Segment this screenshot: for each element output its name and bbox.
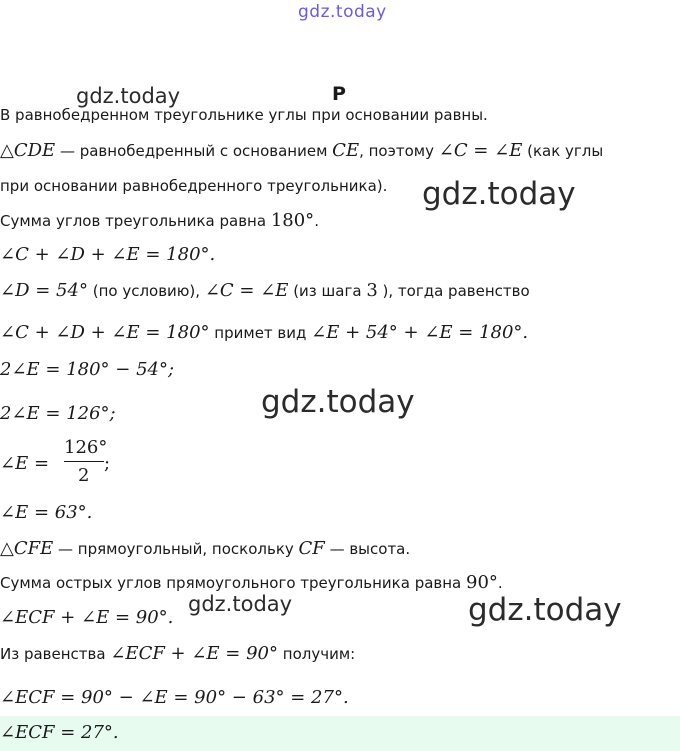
watermark: gdz.today xyxy=(468,592,622,628)
watermark: gdz.today xyxy=(76,84,181,108)
math-line: 2∠E = 180° − 54°; xyxy=(0,359,175,380)
math-line: ∠C + ∠D + ∠E = 180°. xyxy=(0,244,216,265)
math-line: ∠ECF = 90° − ∠E = 90° − 63° = 27°. xyxy=(0,687,349,708)
cut-heading: Р xyxy=(332,83,346,105)
watermark: gdz.today xyxy=(422,176,576,212)
fraction-tail: ; xyxy=(104,453,111,474)
fraction-lhs: ∠E = xyxy=(0,453,50,474)
math-line: ∠ECF + ∠E = 90°. xyxy=(0,607,174,628)
text-line: ∠D = 54° (по условию), ∠C = ∠E (из шага 3 ), тогда равенство xyxy=(0,280,530,301)
watermark: gdz.today xyxy=(188,592,293,616)
fraction-denominator: 2 xyxy=(78,465,90,486)
math-line: ∠E = 63°. xyxy=(0,502,93,523)
text-line: △CFE — прямоугольный, поскольку CF — высота. xyxy=(0,538,411,559)
text-line: △CDE — равнобедренный с основанием CE, поэтому ∠C = ∠E (как углы xyxy=(0,140,604,161)
fraction-bar xyxy=(64,461,104,462)
text-line: В равнобедренном треугольнике углы при основании равны. xyxy=(0,106,488,124)
math-line: 2∠E = 126°; xyxy=(0,403,116,424)
watermark: gdz.today xyxy=(261,384,415,420)
fraction-numerator: 126° xyxy=(64,437,108,458)
text-line: Сумма острых углов прямоугольного треугольника равна 90°. xyxy=(0,572,503,593)
text-line: при основании равнобедренного треугольника). xyxy=(0,177,388,195)
text-line: Из равенства ∠ECF + ∠E = 90° получим: xyxy=(0,643,356,664)
watermark: gdz.today xyxy=(298,2,387,22)
answer-line: ∠ECF = 27°. xyxy=(0,722,119,743)
text-line: Сумма углов треугольника равна 180°. xyxy=(0,210,319,231)
text-line: ∠C + ∠D + ∠E = 180° примет вид ∠E + 54° + ∠E = 180°. xyxy=(0,322,529,343)
